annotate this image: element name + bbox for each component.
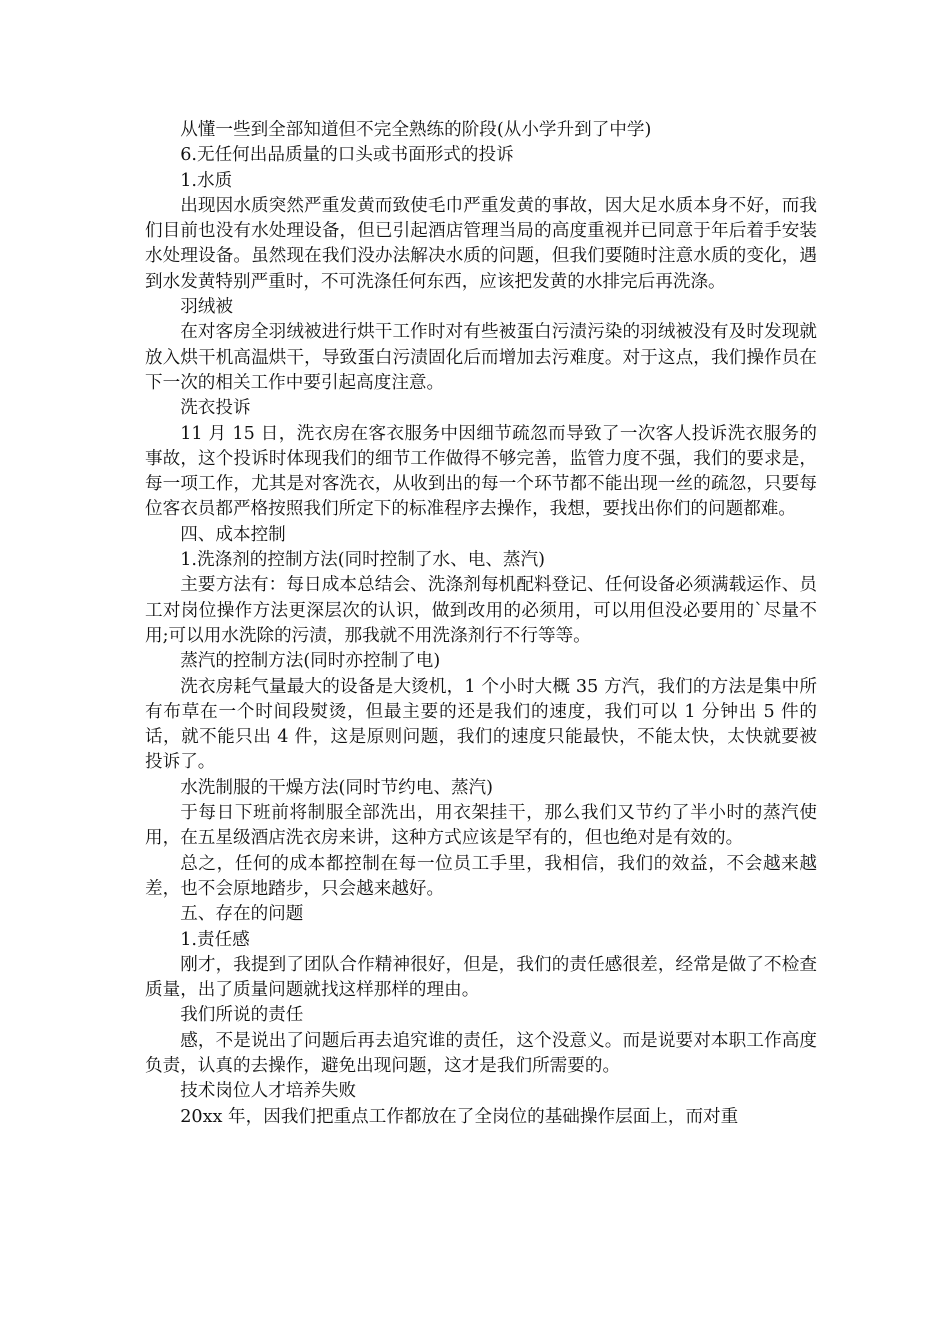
heading: 6.无任何出品质量的口头或书面形式的投诉 [180, 145, 514, 166]
heading: 1.水质 [180, 170, 233, 191]
paragraph: 于每日下班前将制服全部洗出，用衣架挂干，那么我们又节约了半小时的蒸汽使用，在五星级酒店洗衣房来讲，这种方式应该是罕有的，但也绝对是有效的。 [145, 803, 817, 849]
paragraph: 总之，任何的成本都控制在每一位员工手里，我相信，我们的效益，不会越来越差，也不会原地踏步，只会越来越好。 [145, 853, 817, 899]
paragraph: 刚才，我提到了团队合作精神很好，但是，我们的责任感很差，经常是做了不检查质量，出了质量问题就找这样那样的理由。 [145, 954, 817, 1001]
paragraph: 出现因水质突然严重发黄而致使毛巾严重发黄的事故，因大足水质本身不好，而我们目前也没有水处理设备，但已引起酒店管理当局的高度重视并已同意于年后着手安装水处理设备。虽然现在我们没办法解决水质的问题，但我们要随时注意水质的变化，遇到水发黄特别严重时，不可洗涤任何东西，应该把发黄的水排完后再洗涤。 [145, 195, 817, 292]
paragraph: 感，不是说出了问题后再去追究谁的责任，这个没意义。而是说要对本职工作高度负责，认真的去操作，避免出现问题，这才是我们所需要的。 [145, 1030, 817, 1076]
paragraph: 洗衣房耗气量最大的设备是大烫机，1 个小时大概 35 方汽，我们的方法是集中所有布草在一个时间段熨烫，但最主要的还是我们的速度，我们可以 1 分钟出 5 件的话，就不能只出 4 件，这是原则问题，我们的速度只能最快，不能太快，太快就要被投诉了。 [145, 676, 817, 773]
paragraph: 主要方法有：每日成本总结会、洗涤剂每机配料登记、任何设备必须满载运作、员工对岗位操作方法更深层次的认识，做到改用的必须用，可以用但没必要用的`尽量不用;可以用水洗除的污渍，那我就不用洗涤剂行不行等等。 [145, 575, 817, 646]
heading: 洗衣投诉 [180, 398, 251, 419]
heading: 蒸汽的控制方法(同时亦控制了电) [180, 651, 441, 672]
section-heading: 四、成本控制 [180, 524, 286, 545]
heading: 我们所说的责任 [180, 1005, 304, 1026]
paragraph: 从懂一些到全部知道但不完全熟练的阶段(从小学升到了中学) [180, 120, 652, 140]
heading: 1.责任感 [180, 929, 250, 950]
document-page [145, 118, 817, 1130]
paragraph: 11 月 15 日，洗衣房在客衣服务中因细节疏忽而导致了一次客人投诉洗衣服务的事故，这个投诉时体现我们的细节工作做得不够完善，监管力度不强，我们的要求是，每一项工作，尤其是对客洗衣，从收到出的每一个环节都不能出现一丝的疏忽，只要每位客衣员都严格按照我们所定下的标准程序去操作，我想，要找出你们的问题都难。 [145, 423, 817, 520]
paragraph: 在对客房全羽绒被进行烘干工作时对有些被蛋白污渍污染的羽绒被没有及时发现就放入烘干机高温烘干，导致蛋白污渍固化后而增加去污难度。对于这点，我们操作员在下一次的相关工作中要引起高度注意。 [145, 322, 817, 393]
heading: 羽绒被 [180, 297, 233, 318]
heading: 1.洗涤剂的控制方法(同时控制了水、电、蒸汽) [180, 550, 545, 571]
heading: 技术岗位人才培养失败 [180, 1081, 357, 1102]
heading: 水洗制服的干燥方法(同时节约电、蒸汽) [180, 777, 494, 798]
section-heading: 五、存在的问题 [180, 904, 304, 925]
paragraph: 20xx 年，因我们把重点工作都放在了全岗位的基础操作层面上，而对重 [180, 1106, 739, 1127]
